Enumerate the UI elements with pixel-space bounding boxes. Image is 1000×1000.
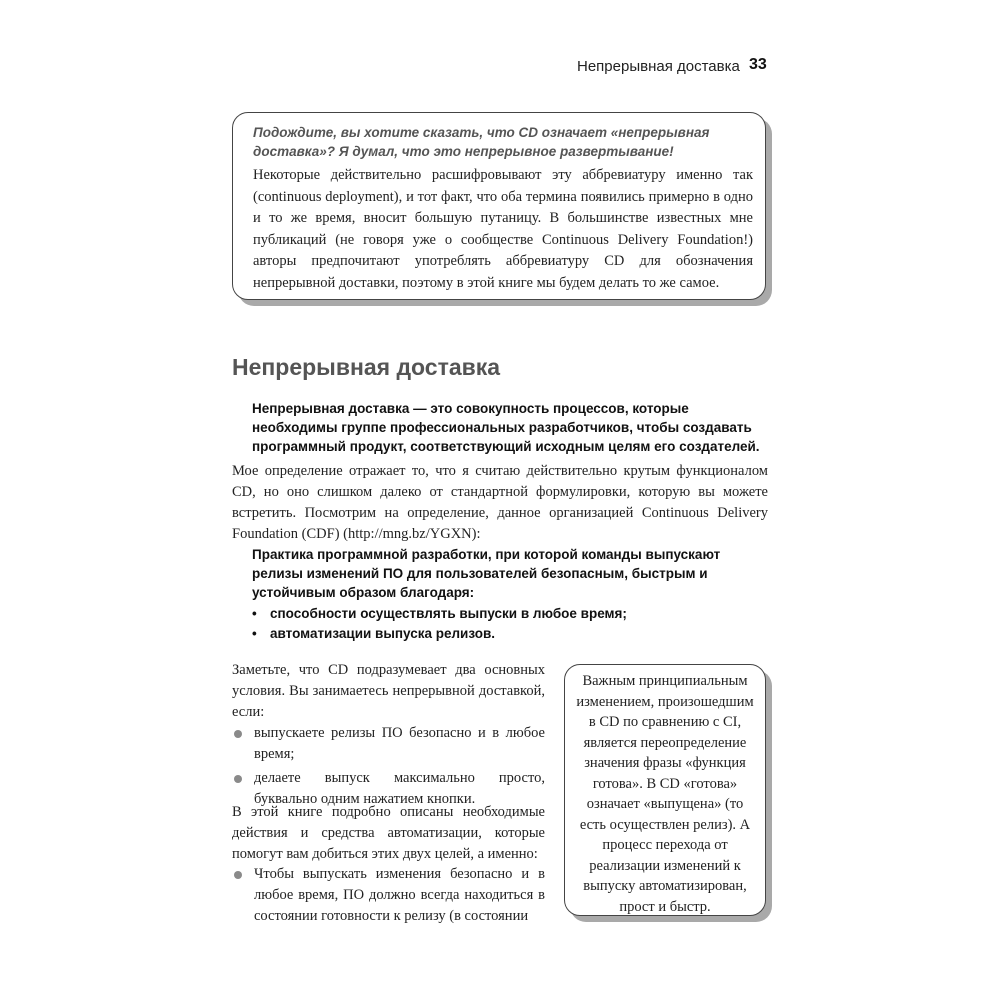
- list-item: выпускаете релизы ПО безопасно и в любое время;: [232, 723, 545, 765]
- list-item: делаете выпуск максимально просто, буквально одним нажатием кнопки.: [232, 768, 545, 810]
- bullet-icon: •: [252, 626, 257, 641]
- author-definition: Непрерывная доставка — это совокупность процессов, которые необходимы группе профессиональных разработчиков, чтобы создавать программный продукт, соответствующий исходным целям его создателей.: [252, 401, 760, 454]
- conditions-list: [232, 723, 545, 813]
- cdf-definition: Практика программной разработки, при которой команды выпускают релизы изменений ПО для пользователей безопасным, быстрым и устойчивым образом благодаря:: [252, 547, 721, 600]
- running-title: Непрерывная доставка: [577, 58, 740, 75]
- side-note-text: Важным принципиальным изменением, произошедшим в CD по сравнению с CI, является переопределение значения фразы «функция готова». В CD «готова» означает «выпущена» (то есть осуществлен релиз). А процесс перехода от реализации изменений к выпуску автоматизирован, прост и быстр.: [576, 673, 754, 915]
- section-heading: Непрерывная доставка: [232, 354, 501, 380]
- cdf-bullet-list: [252, 604, 762, 644]
- bullet-icon: [234, 871, 242, 879]
- bullet-icon: [234, 730, 242, 738]
- sidebar-question-box: [232, 112, 766, 300]
- goals-list: [232, 864, 545, 930]
- paragraph-2: Заметьте, что CD подразумевает два основных условия. Вы занимаетесь непрерывной доставкой, если:: [232, 662, 545, 720]
- list-item: • способности осуществлять выпуски в любое время;: [252, 604, 762, 624]
- bullet-icon: •: [252, 606, 257, 621]
- page-number: 33: [749, 56, 767, 73]
- list-item: Чтобы выпускать изменения безопасно и в любое время, ПО должно всегда находиться в состоянии готовности к релизу (в состоянии: [232, 864, 545, 927]
- paragraph-3: В этой книге подробно описаны необходимые действия и средства автоматизации, которые помогут вам добиться этих двух целей, а именно:: [232, 804, 545, 862]
- bullet-icon: [234, 775, 242, 783]
- sidebar-answer: Некоторые действительно расшифровывают эту аббревиатуру именно так (continuous deployment), и тот факт, что оба термина появились примерно в одно и то же время, вносит большую путаницу. В большинстве известных мне публикаций (не говоря уже о сообществе Continuous Delivery Foundation!) авторы предпочитают употреблять аббревиатуру CD для обозначения непрерывной доставки, поэтому в этой книге мы будем делать то же самое.: [253, 167, 753, 291]
- side-note-box: [564, 664, 766, 916]
- paragraph-1: Мое определение отражает то, что я считаю действительно крутым функционалом CD, но оно слишком далеко от стандартной формулировки, которую вы можете встретить. Посмотрим на определение, данное организацией Continuous Delivery Foundation (CDF) (http://mng.bz/YGXN):: [232, 463, 768, 542]
- sidebar-question: Подождите, вы хотите сказать, что CD означает «непрерывная доставка»? Я думал, что это непрерывное развертывание!: [253, 125, 710, 159]
- list-item: • автоматизации выпуска релизов.: [252, 624, 762, 644]
